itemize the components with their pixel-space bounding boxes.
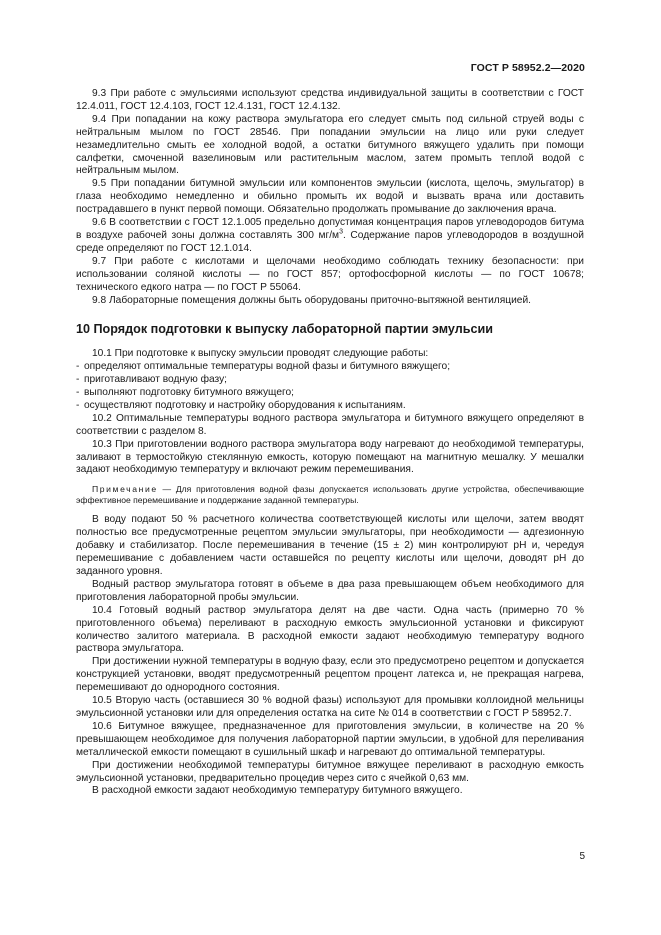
paragraph-pouring: При достижении необходимой температуры битумное вяжущее переливают в расходную емкость эмульсионной установки, предварительно процедив через сито с ячейкой 0,63 мм. xyxy=(76,759,584,784)
document-body xyxy=(76,88,584,798)
paragraph-10-6: 10.6 Битумное вяжущее, предназначенное для приготовления эмульсии, в количестве на 20 % превышающем необходимое для получения лабораторной партии эмульсии, в удобной для переливания металлической емкости помещают в сушильный шкаф и нагревают до оптимальной температуры. xyxy=(76,720,584,758)
paragraph-9-8: 9.8 Лабораторные помещения должны быть оборудованы приточно-вытяжной вентиляцией. xyxy=(92,294,531,306)
section-10-title: 10 Порядок подготовки к выпуску лабораторной партии эмульсии xyxy=(76,322,493,337)
paragraph-volume: Водный раствор эмульгатора готовят в объеме в два раза превышающем объем необходимого для приготовления лабораторной пробы эмульсии. xyxy=(76,578,584,603)
paragraph-9-3: 9.3 При работе с эмульсиями используют средства индивидуальной защиты в соответствии с ГОСТ 12.4.011, ГОСТ 12.4.103, ГОСТ 12.4.131, ГОСТ 12.4.132. xyxy=(76,88,584,112)
paragraph-9-7: 9.7 При работе с кислотами и щелочами необходимо соблюдать технику безопасности: при использовании соляной кислоты — по ГОСТ 857; ортофосфорной кислоты — по ГОСТ 10678; технического едкого натра — по ГОСТ Р 55064. xyxy=(76,255,584,293)
paragraph-9-6-text: 9.6 В соответствии с ГОСТ 12.1.005 предельно допустимая концентрация паров углеводородов битума в воздухе рабочей зоны должна составлять 300 мг/м xyxy=(76,217,584,241)
page-number: 5 xyxy=(579,851,585,862)
paragraph-latex: При достижении нужной температуры в водную фазу, если это предусмотрено рецептом и допускается конструкцией установки, вводят предусмотренный рецептом процент латекса и, не прекращая нагрева, перемешивают до однородного состояния. xyxy=(76,656,584,694)
list-item: - осуществляют подготовку и настройку оборудования к испытаниям. xyxy=(76,399,406,411)
work-list xyxy=(76,361,584,413)
document-header: ГОСТ Р 58952.2—2020 xyxy=(470,62,585,74)
list-item: - выполняют подготовку битумного вяжущего; xyxy=(76,387,294,399)
paragraph-acid-dosing: В воду подают 50 % расчетного количества соответствующей кислоты или щелочи, затем вводят полностью все предусмотренные рецептом эмульсии эмульгаторы, при необходимости — адгезионную добавку и стабилизатор. После перемешивания в течение (15 ± 2) мин контролируют рН и, чередуя перемешивание с добавлением части оставшейся по рецепту кислоты или щелочи, доводят рН до заданного уровня. xyxy=(76,514,584,577)
superscript-3: 3 xyxy=(339,228,343,236)
note xyxy=(76,484,584,506)
note-text: — Для приготовления водной фазы допускается использовать другие устройства, обеспечивающие эффективное перемешивание и поддержание заданной температуры. xyxy=(76,484,584,506)
paragraph-10-3: 10.3 При приготовлении водного раствора эмульгатора воду нагревают до необходимой температуры, заливают в термостойкую стеклянную емкость, которую помещают на магнитную мешалку. У мешалки задают необходимую температуру и включают режим перемешивания. xyxy=(76,438,584,476)
list-item: - определяют оптимальные температуры водной фазы и битумного вяжущего; xyxy=(76,361,451,373)
paragraph-10-4: 10.4 Готовый водный раствор эмульгатора делят на две части. Одна часть (примерно 70 % приготовленного объема) переливают в расходную емкость эмульсионной установки и фиксируют количество залитого материала. В расходной емкости задают необходимую температуру водного раствора эмульгатора. xyxy=(76,604,584,655)
paragraph-9-4: 9.4 При попадании на кожу раствора эмульгатора его следует смыть под сильной струей воды с нейтральным мылом по ГОСТ 28546. При попадании эмульсии на лицо или руки следует незамедлительно смыть ее холодной водой, а остатки битумного вяжущего удалить при помощи салфетки, смоченной вазелиновым или растительным маслом, затем промыть теплой водой с нейтральным мылом. xyxy=(76,113,584,177)
paragraph-10-1: 10.1 При подготовке к выпуску эмульсии проводят следующие работы: xyxy=(92,348,429,360)
paragraph-10-2: 10.2 Оптимальные температуры водного раствора эмульгатора и битумного вяжущего определяют в соответствии с разделом 8. xyxy=(76,412,584,437)
list-item: - приготавливают водную фазу; xyxy=(76,374,228,386)
paragraph-9-6 xyxy=(76,217,584,256)
paragraph-9-6-text-end: . Содержание паров углеводородов в воздушной среде определяют по ГОСТ 12.1.014. xyxy=(76,229,585,254)
paragraph-final: В расходной емкости задают необходимую температуру битумного вяжущего. xyxy=(92,785,463,797)
note-label: Примечание xyxy=(92,484,158,495)
paragraph-10-5: 10.5 Вторую часть (оставшиеся 30 % водной фазы) используют для промывки коллоидной мельницы эмульсионной установки или для определения остатка на сите № 014 в соответствии с ГОСТ Р 58952.7. xyxy=(76,695,584,719)
paragraph-9-5: 9.5 При попадании битумной эмульсии или компонентов эмульсии (кислота, щелочь, эмульгатор) в глаза необходимо немедленно и обильно промыть их водой и вызвать врача или доставить пострадавшего в пункт первой помощи. Обязательно продолжать промывание до заключения врача. xyxy=(76,178,584,216)
